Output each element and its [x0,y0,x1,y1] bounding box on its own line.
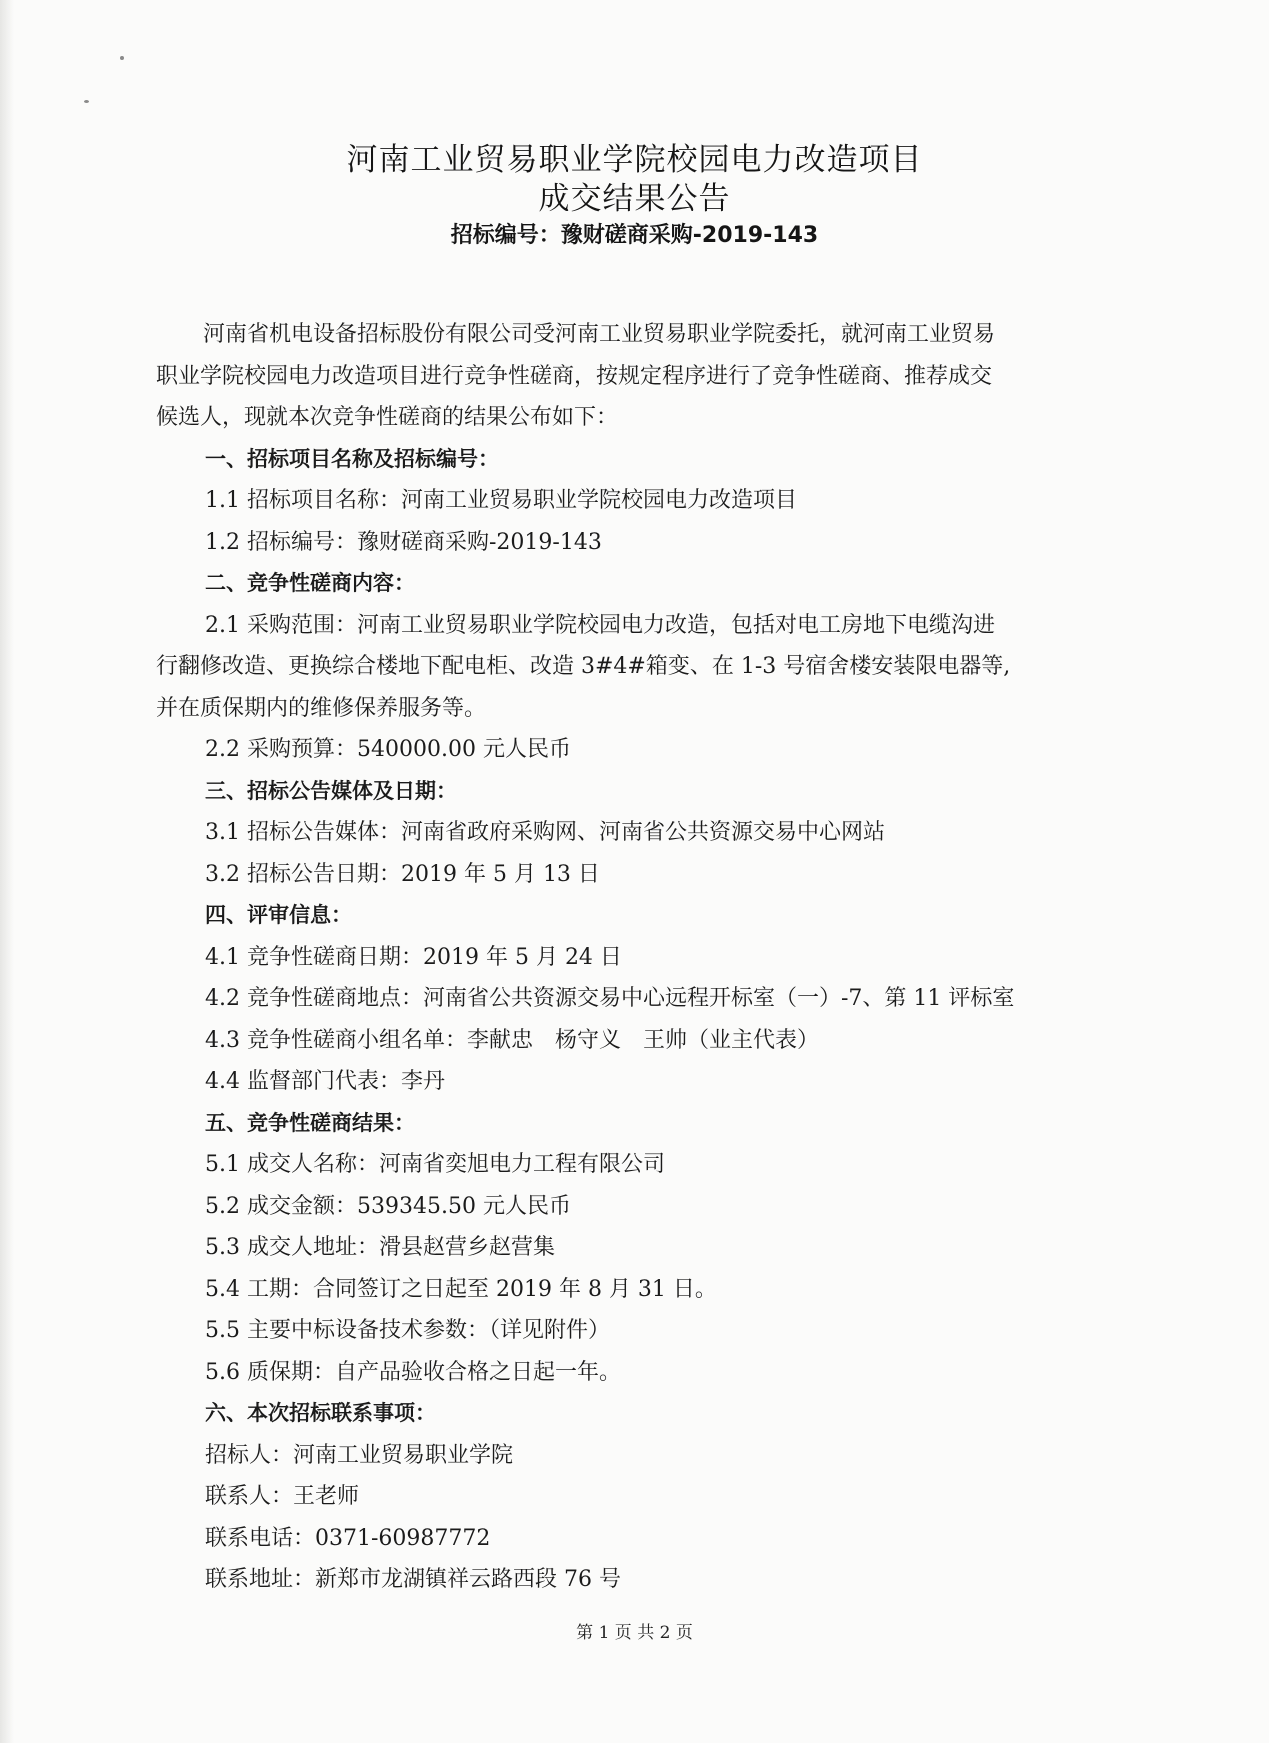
document-title-line2: 成交结果公告 [538,181,731,217]
contact-person: 联系人：王老师 [205,1484,360,1509]
item-1-1: 1.1 招标项目名称：河南工业贸易职业学院校园电力改造项目 [205,488,797,513]
scan-speck [120,56,124,60]
item-5-2: 5.2 成交金额：539345.50 元人民币 [205,1193,571,1219]
section-heading-1: 一、招标项目名称及招标编号： [205,446,499,471]
section-heading-3: 三、招标公告媒体及日期： [205,778,457,803]
document-title: 河南工业贸易职业学院校园电力改造项目 [346,142,923,178]
item-4-1: 4.1 竞争性磋商日期：2019 年 5 月 24 日 [205,944,622,970]
item-4-4: 4.4 监督部门代表：李丹 [205,1069,445,1094]
item-5-6: 5.6 质保期：自产品验收合格之日起一年。 [205,1359,621,1385]
contact-tenderer: 招标人：河南工业贸易职业学院 [205,1442,514,1468]
contact-address: 联系地址：新郑市龙湖镇祥云路西段 76 号 [205,1567,621,1592]
item-1-2: 1.2 招标编号：豫财磋商采购-2019-143 [205,529,602,555]
item-4-2: 4.2 竞争性磋商地点：河南省公共资源交易中心远程开标室（一）-7、第 11 评标室 [205,986,1015,1011]
item-2-1-line: 并在质保期内的维修保养服务等。 [156,695,487,721]
page-number-footer: 第 1 页 共 2 页 [576,1623,693,1643]
item-3-1: 3.1 招标公告媒体：河南省政府采购网、河南省公共资源交易中心网站 [205,820,885,845]
section-heading-5: 五、竞争性磋商结果： [205,1110,415,1135]
intro-line: 职业学院校园电力改造项目进行竞争性磋商，按规定程序进行了竞争性磋商、推荐成交 [156,363,993,389]
item-5-3: 5.3 成交人地址：滑县赵营乡赵营集 [205,1235,555,1260]
scan-speck [84,100,89,103]
panel-prefix: 4.3 竞争性磋商小组名单： [205,1027,467,1053]
panel-member: 杨守义 [555,1027,622,1053]
item-2-1-line: 2.1 采购范围：河南工业贸易职业学院校园电力改造，包括对电工房地下电缆沟进 [205,612,995,638]
section-heading-2: 二、竞争性磋商内容： [205,571,415,595]
section-heading-4: 四、评审信息： [205,903,352,927]
document-body [156,314,1096,1601]
item-3-2: 3.2 招标公告日期：2019 年 5 月 13 日 [205,861,600,887]
panel-member: 李献忠 [466,1027,533,1053]
item-5-4: 5.4 工期：合同签订之日起至 2019 年 8 月 31 日。 [205,1276,717,1302]
item-5-5: 5.5 主要中标设备技术参数：（详见附件） [205,1318,610,1343]
item-2-1-line: 行翻修改造、更换综合楼地下配电柜、改造 3#4#箱变、在 1-3 号宿舍楼安装限电器等, [156,654,1011,679]
item-5-1: 5.1 成交人名称：河南省奕旭电力工程有限公司 [205,1152,665,1177]
intro-line: 河南省机电设备招标股份有限公司受河南工业贸易职业学院委托，就河南工业贸易 [203,322,996,347]
item-2-2: 2.2 采购预算：540000.00 元人民币 [205,737,571,762]
intro-line: 候选人，现就本次竞争性磋商的结果公布如下： [156,405,619,430]
tender-number: 招标编号：豫财磋商采购-2019-143 [450,223,819,248]
section-heading-6: 六、本次招标联系事项： [205,1401,436,1425]
contact-phone: 联系电话：0371-60987772 [205,1525,491,1551]
item-4-3 [156,1020,1096,1062]
scan-edge-shadow [0,0,14,1743]
panel-member: 王帅（业主代表） [643,1027,820,1053]
